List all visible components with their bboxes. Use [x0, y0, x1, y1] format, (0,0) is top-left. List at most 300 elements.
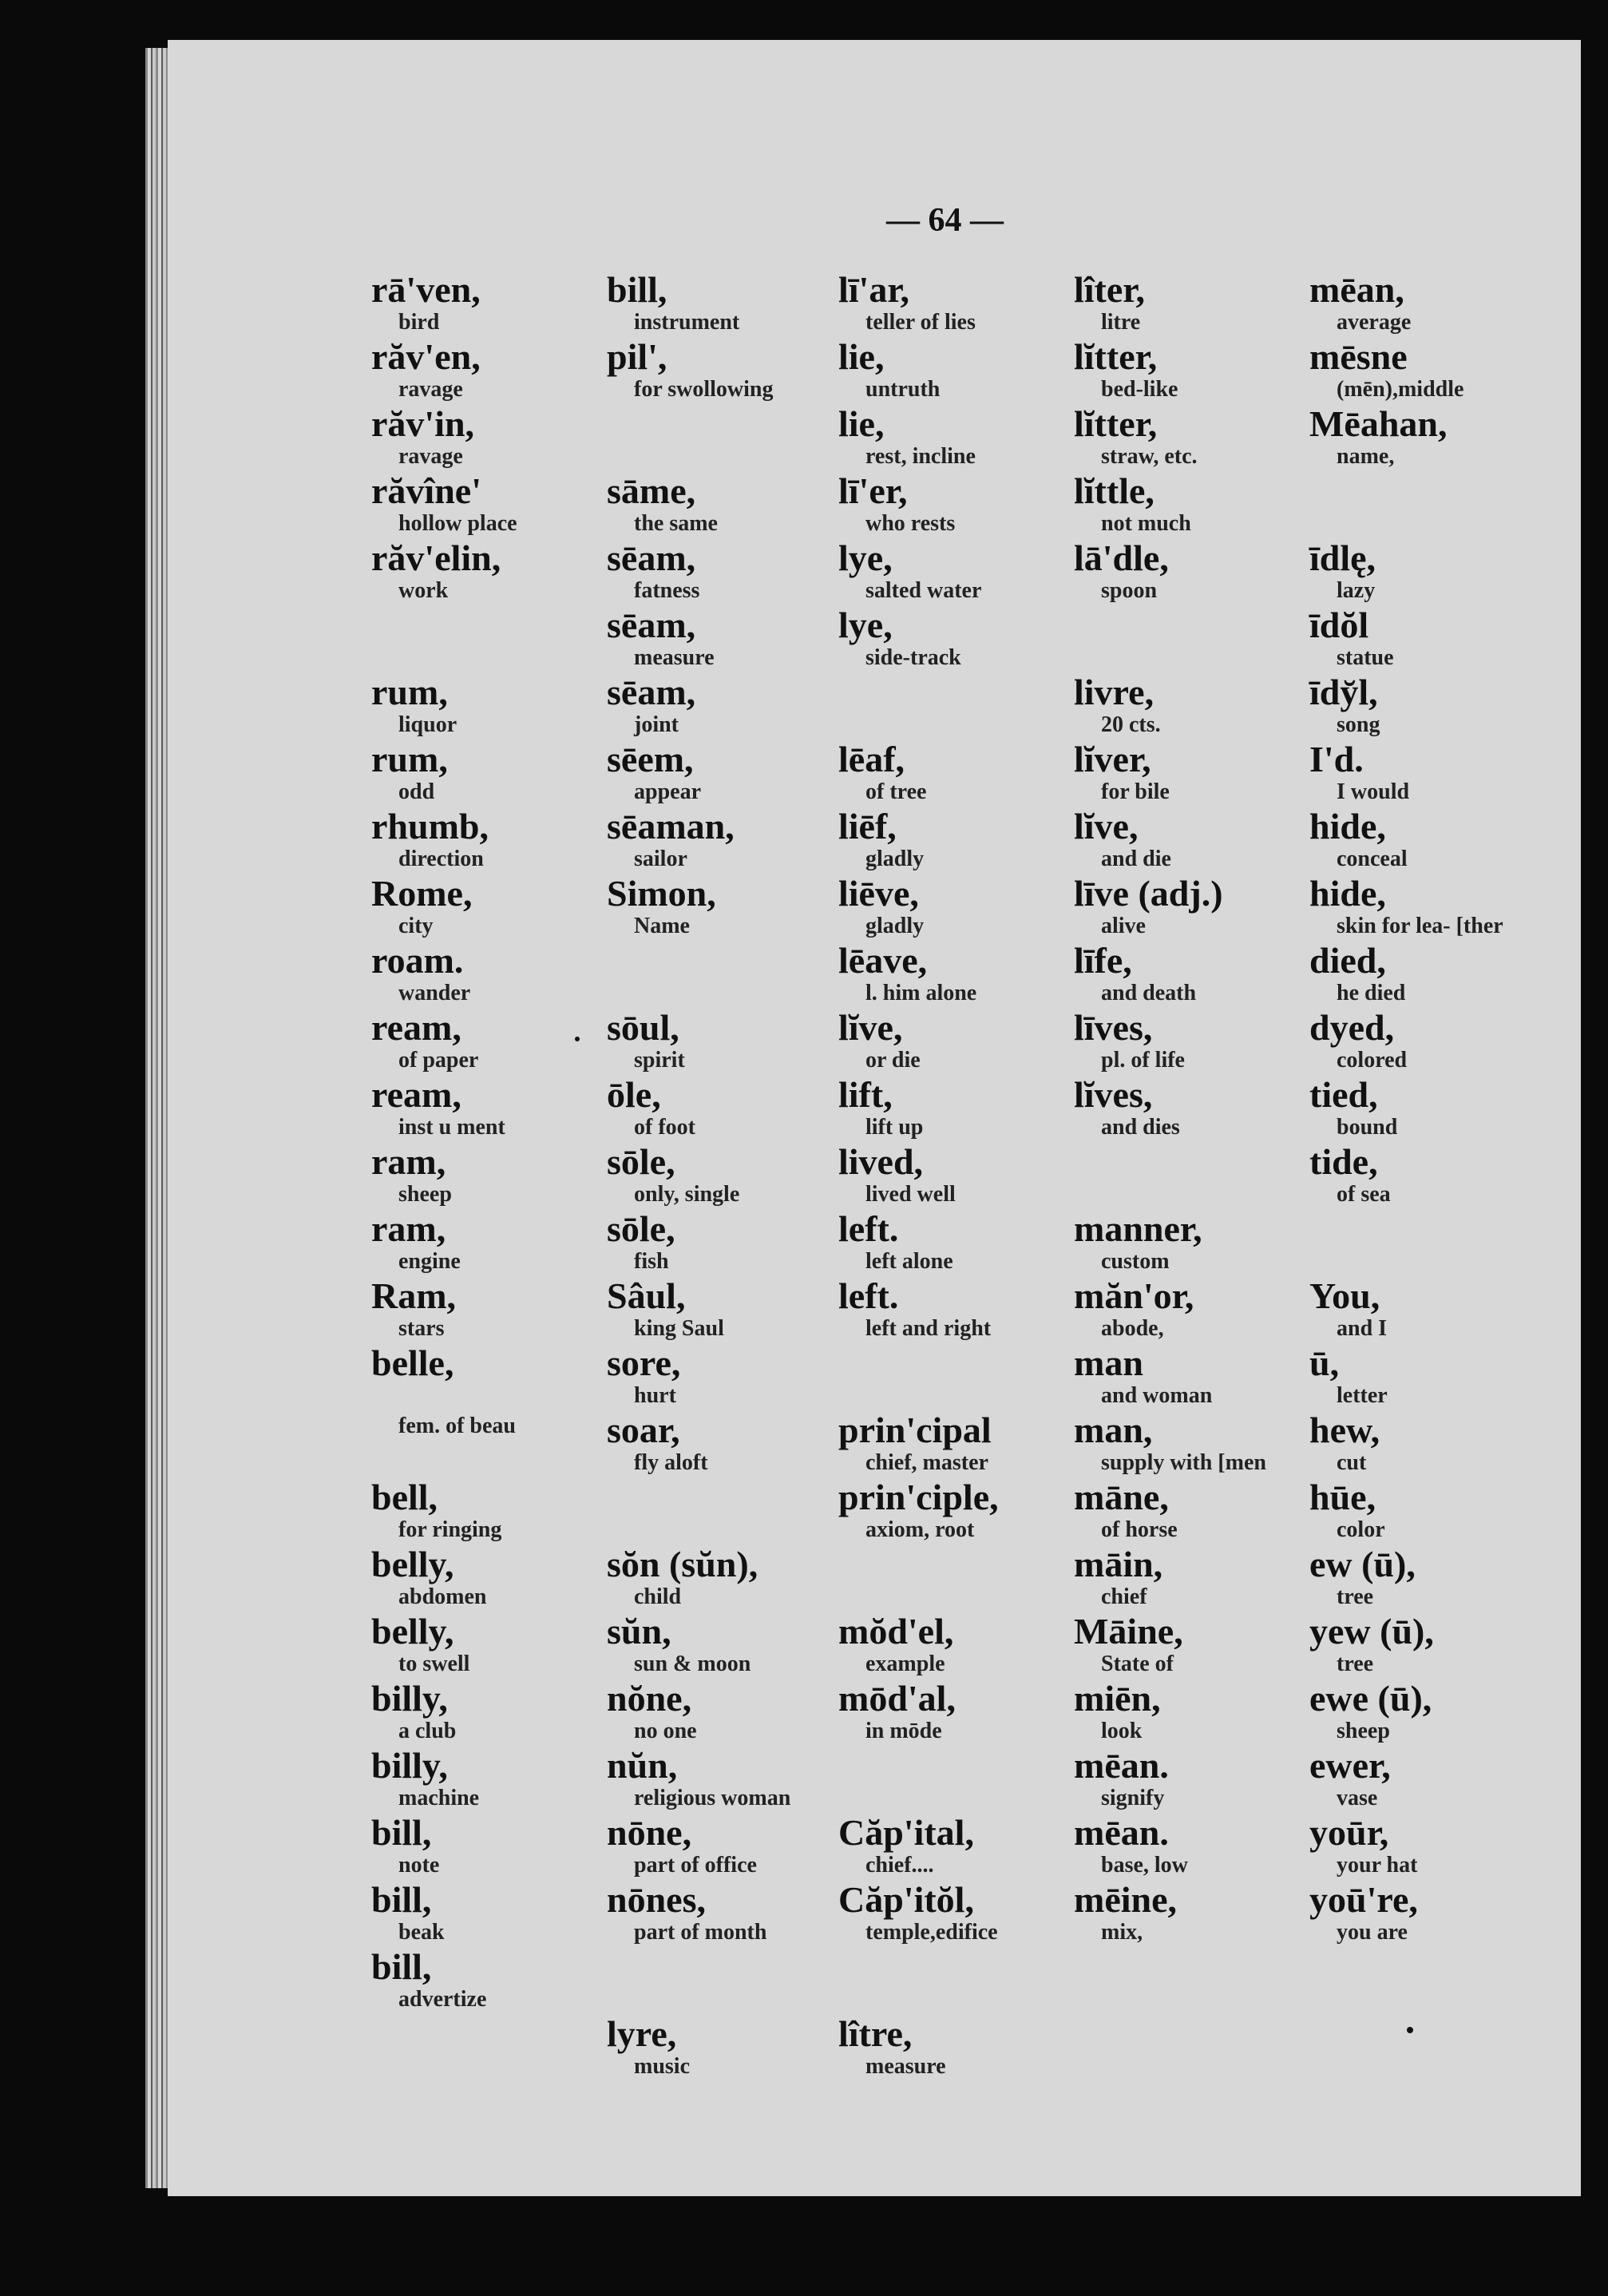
entry-gloss: bird	[398, 310, 440, 335]
entry-word: sēem,	[607, 739, 694, 779]
dictionary-entry	[838, 1613, 999, 1680]
entry-gloss: supply with [men	[1101, 1450, 1266, 1475]
dictionary-entry	[1074, 741, 1266, 808]
entry-gloss: mix,	[1101, 1920, 1143, 1945]
dictionary-entry	[607, 1342, 790, 1412]
entry-word: mēine,	[1074, 1879, 1178, 1920]
entry-word: māin,	[1074, 1544, 1163, 1584]
entry-gloss: who rests	[865, 511, 956, 536]
entry-word: sōle,	[607, 1141, 675, 1182]
entry-gloss: alive	[1101, 914, 1146, 938]
entry-gloss: and I	[1337, 1316, 1388, 1341]
entry-gloss: sailor	[634, 847, 687, 871]
entry-word: mēan.	[1074, 1812, 1169, 1853]
dictionary-entry	[838, 1275, 999, 1345]
dictionary-entry	[371, 1946, 517, 2016]
entry-word: prin'cipal	[838, 1410, 992, 1450]
entry-word: mēan,	[1309, 269, 1404, 310]
entry-gloss: ravage	[398, 377, 463, 402]
entry-word: lēave,	[838, 940, 928, 981]
dictionary-entry	[1074, 674, 1266, 741]
entry-gloss: liquor	[398, 712, 457, 737]
dictionary-entry	[607, 1208, 790, 1278]
entry-gloss: not much	[1101, 511, 1191, 536]
entry-gloss: king Saul	[634, 1316, 724, 1341]
entry-gloss: spirit	[634, 1048, 685, 1073]
entry-word: răvîne'	[371, 470, 481, 511]
dictionary-entry	[607, 336, 790, 406]
entry-gloss: (mēn),middle	[1337, 377, 1464, 402]
entry-gloss: music	[634, 2054, 690, 2079]
entry-word: mēsne	[1309, 336, 1408, 377]
entry-gloss: he died	[1337, 981, 1406, 1005]
dictionary-entry	[607, 1412, 790, 1479]
entry-word: sēam,	[607, 605, 696, 645]
entry-word: īdŏl	[1309, 605, 1369, 645]
dictionary-entry	[371, 942, 517, 1009]
dictionary-entry	[607, 1546, 790, 1613]
entry-word: ream,	[371, 1074, 461, 1115]
entry-word: Rome,	[371, 873, 473, 914]
dictionary-entry	[1074, 1546, 1266, 1613]
entry-word: lĭve,	[838, 1007, 903, 1048]
entry-word: răv'in,	[371, 403, 475, 444]
book-spine-edge	[145, 48, 169, 2188]
dictionary-entry	[1074, 336, 1266, 406]
entry-word: bill,	[371, 1879, 432, 1920]
dictionary-entry	[838, 875, 999, 942]
dictionary-entry	[607, 808, 790, 875]
entry-gloss: child	[634, 1584, 682, 1609]
dictionary-entry	[371, 1879, 517, 1949]
dictionary-entry	[838, 1009, 999, 1077]
entry-gloss: I would	[1337, 779, 1410, 804]
dictionary-entry	[838, 537, 999, 607]
dictionary-entry	[1309, 808, 1503, 875]
entry-word: bill,	[371, 1812, 432, 1853]
entry-gloss: measure	[634, 645, 715, 670]
entry-word: măn'or,	[1074, 1275, 1194, 1316]
dictionary-entry	[371, 1412, 517, 1479]
entry-gloss: conceal	[1337, 847, 1408, 871]
entry-word: Ram,	[371, 1275, 457, 1316]
dictionary-entry	[1074, 808, 1266, 875]
dictionary-entry	[1074, 1208, 1266, 1278]
entry-gloss: and death	[1101, 981, 1197, 1005]
entry-gloss: beak	[398, 1920, 445, 1945]
dictionary-entry	[1309, 741, 1503, 808]
entry-gloss: your hat	[1337, 1853, 1418, 1878]
entry-gloss: salted water	[865, 578, 982, 603]
dictionary-entry	[607, 1680, 790, 1747]
dictionary-entry	[371, 808, 517, 875]
entry-gloss: hurt	[634, 1383, 676, 1408]
entry-word: nōnes,	[607, 1879, 706, 1920]
dictionary-entry	[371, 470, 517, 540]
dictionary-entry	[371, 1074, 517, 1144]
entry-word: billy,	[371, 1745, 448, 1786]
entry-gloss: a club	[398, 1719, 457, 1743]
entry-gloss: work	[398, 578, 449, 603]
column-gap	[607, 1949, 790, 2016]
entry-word: ream,	[371, 1007, 461, 1048]
dictionary-entry	[371, 336, 517, 406]
column-gap	[838, 1747, 999, 1814]
entry-word: mōd'al,	[838, 1678, 956, 1719]
dictionary-entry	[1309, 1479, 1503, 1546]
dictionary-entry	[1309, 1613, 1503, 1680]
dictionary-entry	[1074, 875, 1266, 942]
entry-word: roam.	[371, 940, 464, 981]
entry-gloss: average	[1337, 310, 1412, 335]
entry-gloss: advertize	[398, 1987, 487, 2012]
dictionary-entry	[607, 607, 790, 674]
entry-gloss: abode,	[1101, 1316, 1164, 1341]
entry-gloss: and die	[1101, 847, 1171, 871]
dictionary-entry	[838, 1814, 999, 1882]
entry-gloss: part of office	[634, 1853, 757, 1878]
dictionary-entry	[1074, 1275, 1266, 1345]
dictionary-entry	[1309, 1342, 1503, 1412]
entry-word: You,	[1309, 1275, 1380, 1316]
entry-word: lĭtter,	[1074, 403, 1158, 444]
entry-word: ram,	[371, 1208, 446, 1249]
entry-gloss: of paper	[398, 1048, 479, 1073]
entry-gloss: of tree	[865, 779, 927, 804]
entry-word: sŭn,	[607, 1611, 671, 1652]
dictionary-entry	[371, 269, 517, 339]
entry-word: mŏd'el,	[838, 1611, 954, 1652]
entry-word: bell,	[371, 1477, 438, 1517]
dictionary-entry	[1074, 1009, 1266, 1077]
dictionary-entry	[1309, 1814, 1503, 1882]
entry-word: ewe (ū),	[1309, 1678, 1432, 1719]
entry-word: sōul,	[607, 1007, 679, 1048]
dictionary-entry	[1074, 1342, 1266, 1412]
dictionary-entry	[371, 1342, 517, 1412]
entry-gloss: the same	[634, 511, 718, 536]
entry-word: līfe,	[1074, 940, 1132, 981]
entry-word: sōle,	[607, 1208, 675, 1249]
dictionary-entry	[1309, 942, 1503, 1009]
dictionary-entry	[838, 2013, 999, 2083]
entry-gloss: for bile	[1101, 779, 1170, 804]
entry-gloss: State of	[1101, 1652, 1174, 1676]
word-column-1	[371, 269, 517, 2016]
entry-word: lye,	[838, 537, 893, 578]
entry-word: mēan.	[1074, 1745, 1169, 1786]
dictionary-entry	[1309, 1074, 1503, 1144]
dictionary-entry	[371, 1546, 517, 1613]
dictionary-entry	[838, 1680, 999, 1747]
entry-word: răv'elin,	[371, 537, 501, 578]
dictionary-entry	[371, 403, 517, 473]
column-gap	[1074, 1144, 1266, 1211]
dictionary-entry	[1074, 1680, 1266, 1747]
entry-word: rum,	[371, 739, 448, 779]
entry-gloss: name,	[1337, 444, 1395, 469]
entry-word: lā'dle,	[1074, 537, 1169, 578]
entry-gloss: base, low	[1101, 1853, 1188, 1878]
dictionary-entry	[371, 875, 517, 942]
entry-gloss: joint	[634, 712, 679, 737]
entry-gloss: lived well	[865, 1182, 956, 1207]
entry-gloss: wander	[398, 981, 471, 1005]
entry-gloss: spoon	[1101, 578, 1158, 603]
entry-word: man	[1074, 1342, 1143, 1383]
entry-gloss: left alone	[865, 1249, 953, 1274]
entry-gloss: skin for lea- [ther	[1337, 914, 1503, 938]
entry-word: lie,	[838, 336, 885, 377]
entry-gloss: bound	[1337, 1115, 1398, 1140]
dictionary-entry	[371, 537, 517, 607]
entry-gloss: custom	[1101, 1249, 1170, 1274]
dictionary-entry	[838, 403, 999, 473]
word-column-2	[607, 269, 791, 2083]
dictionary-entry	[1074, 470, 1266, 540]
dictionary-entry	[838, 470, 999, 540]
dictionary-entry	[607, 1074, 790, 1144]
column-gap	[607, 1479, 790, 1546]
entry-gloss: Name	[634, 914, 690, 938]
entry-word: liēf,	[838, 806, 897, 847]
dictionary-entry	[1074, 942, 1266, 1009]
entry-gloss: instrument	[634, 310, 740, 335]
dictionary-entry	[1309, 403, 1503, 473]
entry-gloss: letter	[1337, 1383, 1388, 1408]
entry-gloss: inst u ment	[398, 1115, 505, 1140]
dictionary-entry	[607, 1141, 790, 1211]
dictionary-entry	[1074, 1879, 1266, 1949]
entry-word: yew (ū),	[1309, 1611, 1434, 1652]
entry-gloss: chief....	[865, 1853, 934, 1878]
entry-gloss: side-track	[865, 645, 961, 670]
word-column-5	[1309, 269, 1503, 1949]
entry-gloss: abdomen	[398, 1584, 487, 1609]
dictionary-entry	[371, 674, 517, 741]
dictionary-entry	[607, 2013, 790, 2083]
dictionary-entry	[1309, 875, 1503, 942]
entry-gloss: l. him alone	[865, 981, 977, 1005]
entry-word: ew (ū),	[1309, 1544, 1416, 1584]
entry-gloss: you are	[1337, 1920, 1408, 1945]
dictionary-entry	[1074, 1074, 1266, 1144]
entry-gloss: cut	[1337, 1450, 1367, 1475]
dictionary-entry	[1074, 1479, 1266, 1546]
dictionary-entry	[1309, 1141, 1503, 1211]
entry-gloss: sheep	[398, 1182, 452, 1207]
column-gap	[838, 674, 999, 741]
dictionary-entry	[1309, 1747, 1503, 1814]
dictionary-entry	[371, 1275, 517, 1345]
entry-gloss: of sea	[1337, 1182, 1391, 1207]
entry-word: hide,	[1309, 806, 1386, 847]
entry-gloss: rest, incline	[865, 444, 976, 469]
entry-word: līves,	[1074, 1007, 1153, 1048]
column-gap	[607, 406, 790, 473]
entry-gloss: pl. of life	[1101, 1048, 1185, 1073]
entry-word: sēam,	[607, 672, 696, 712]
dictionary-entry	[838, 1412, 999, 1479]
entry-gloss: colored	[1337, 1048, 1408, 1073]
entry-word: Simon,	[607, 873, 716, 914]
entry-word: lēaf,	[838, 739, 905, 779]
column-gap	[371, 607, 517, 674]
entry-word: livre,	[1074, 672, 1155, 712]
dictionary-entry	[607, 1814, 790, 1882]
entry-word: lĭttle,	[1074, 470, 1155, 511]
entry-gloss: note	[398, 1853, 440, 1878]
entry-gloss: chief	[1101, 1584, 1147, 1609]
entry-word: sŏn (sŭn),	[607, 1544, 758, 1584]
dictionary-entry	[1309, 674, 1503, 741]
dictionary-entry	[607, 470, 790, 540]
entry-gloss: statue	[1337, 645, 1394, 670]
entry-word: liēve,	[838, 873, 919, 914]
dictionary-entry	[371, 1009, 517, 1077]
entry-word: sāme,	[607, 470, 696, 511]
entry-word: rum,	[371, 672, 448, 712]
entry-gloss: 20 cts.	[1101, 712, 1161, 737]
page-number: — 64 —	[886, 202, 1004, 239]
entry-word: lived,	[838, 1141, 924, 1182]
entry-gloss: fish	[634, 1249, 669, 1274]
entry-word: man,	[1074, 1410, 1153, 1450]
dictionary-entry	[607, 674, 790, 741]
entry-gloss: tree	[1337, 1584, 1374, 1609]
ink-speck	[575, 1037, 580, 1041]
entry-gloss: axiom, root	[865, 1517, 975, 1542]
entry-word: sēaman,	[607, 806, 735, 847]
entry-word: belly,	[371, 1611, 454, 1652]
entry-word: īdy̆l,	[1309, 672, 1378, 712]
entry-word: lĭves,	[1074, 1074, 1153, 1115]
ink-speck	[1407, 2027, 1413, 2033]
entry-word: ram,	[371, 1141, 446, 1182]
column-gap	[1074, 607, 1266, 674]
entry-word: prin'ciple,	[838, 1477, 999, 1517]
dictionary-entry	[838, 1879, 999, 1949]
dictionary-entry	[607, 875, 790, 942]
dictionary-entry	[1074, 537, 1266, 607]
dictionary-entry	[838, 808, 999, 875]
entry-word: bill,	[371, 1946, 432, 1987]
entry-word: lĭver,	[1074, 739, 1151, 779]
entry-word: Mēahan,	[1309, 403, 1448, 444]
entry-word: I'd.	[1309, 739, 1364, 779]
entry-gloss: teller of lies	[865, 310, 976, 335]
dictionary-entry	[371, 1141, 517, 1211]
column-gap	[1309, 473, 1503, 540]
dictionary-entry	[1074, 403, 1266, 473]
entry-gloss: stars	[398, 1316, 445, 1341]
dictionary-entry	[838, 741, 999, 808]
dictionary-entry	[371, 1747, 517, 1814]
dictionary-entry	[1309, 537, 1503, 607]
dictionary-entry	[371, 1479, 517, 1546]
dictionary-entry	[1309, 607, 1503, 674]
dictionary-entry	[607, 1879, 790, 1949]
dictionary-entry	[607, 1747, 790, 1814]
entry-gloss: odd	[398, 779, 435, 804]
dictionary-entry	[838, 942, 999, 1009]
entry-word: belly,	[371, 1544, 454, 1584]
dictionary-entry	[607, 741, 790, 808]
dictionary-entry	[371, 1208, 517, 1278]
entry-gloss: sun & moon	[634, 1652, 751, 1676]
entry-gloss: gladly	[865, 914, 925, 938]
dictionary-entry	[838, 1074, 999, 1144]
entry-word: Sâul,	[607, 1275, 686, 1316]
entry-word: Căp'itŏl,	[838, 1879, 974, 1920]
entry-word: māne,	[1074, 1477, 1169, 1517]
entry-word: Māine,	[1074, 1611, 1183, 1652]
entry-word: lyre,	[607, 2013, 677, 2054]
entry-gloss: chief, master	[865, 1450, 988, 1475]
dictionary-entry	[1074, 1613, 1266, 1680]
entry-word: lī'ar,	[838, 269, 910, 310]
entry-word: lie,	[838, 403, 885, 444]
entry-gloss: of foot	[634, 1115, 695, 1140]
dictionary-entry	[1309, 1009, 1503, 1077]
dictionary-entry	[371, 1680, 517, 1747]
dictionary-entry	[838, 1479, 999, 1546]
dictionary-entry	[607, 1275, 790, 1345]
entry-word: dyed,	[1309, 1007, 1395, 1048]
entry-gloss: appear	[634, 779, 701, 804]
entry-gloss: no one	[634, 1719, 697, 1743]
dictionary-entry	[607, 269, 790, 339]
entry-gloss: bed-like	[1101, 377, 1178, 402]
entry-word: left.	[838, 1275, 899, 1316]
dictionary-entry	[1074, 269, 1266, 339]
entry-word: ōle,	[607, 1074, 661, 1115]
dictionary-entry	[371, 1814, 517, 1882]
entry-word: yoūr,	[1309, 1812, 1389, 1853]
dictionary-entry	[838, 1141, 999, 1211]
entry-gloss: lazy	[1337, 578, 1376, 603]
entry-word: ewer,	[1309, 1745, 1391, 1786]
entry-gloss: temple,edifice	[865, 1920, 998, 1945]
column-gap	[1309, 1211, 1503, 1278]
entry-gloss: lift up	[865, 1115, 924, 1140]
entry-word: ū,	[1309, 1342, 1340, 1383]
entry-word: nŭn,	[607, 1745, 678, 1786]
dictionary-entry	[838, 336, 999, 406]
column-gap	[838, 1345, 999, 1412]
entry-word: pil',	[607, 336, 667, 377]
dictionary-entry	[1074, 1412, 1266, 1479]
entry-gloss: ravage	[398, 444, 463, 469]
entry-gloss: part of month	[634, 1920, 767, 1945]
dictionary-entry	[1309, 336, 1503, 406]
entry-gloss: song	[1337, 712, 1380, 737]
dictionary-entry	[1309, 269, 1503, 339]
word-column-4	[1074, 269, 1266, 1949]
entry-word: died,	[1309, 940, 1386, 981]
dictionary-entry	[371, 741, 517, 808]
entry-word: left.	[838, 1208, 899, 1249]
entry-word: lye,	[838, 605, 893, 645]
entry-word: rā'ven,	[371, 269, 481, 310]
dictionary-entry	[1309, 1412, 1503, 1479]
entry-gloss: color	[1337, 1517, 1385, 1542]
dictionary-entry	[1309, 1546, 1503, 1613]
entry-word: tied,	[1309, 1074, 1378, 1115]
entry-word: lître,	[838, 2013, 913, 2054]
entry-gloss: fatness	[634, 578, 700, 603]
entry-word: soar,	[607, 1410, 680, 1450]
